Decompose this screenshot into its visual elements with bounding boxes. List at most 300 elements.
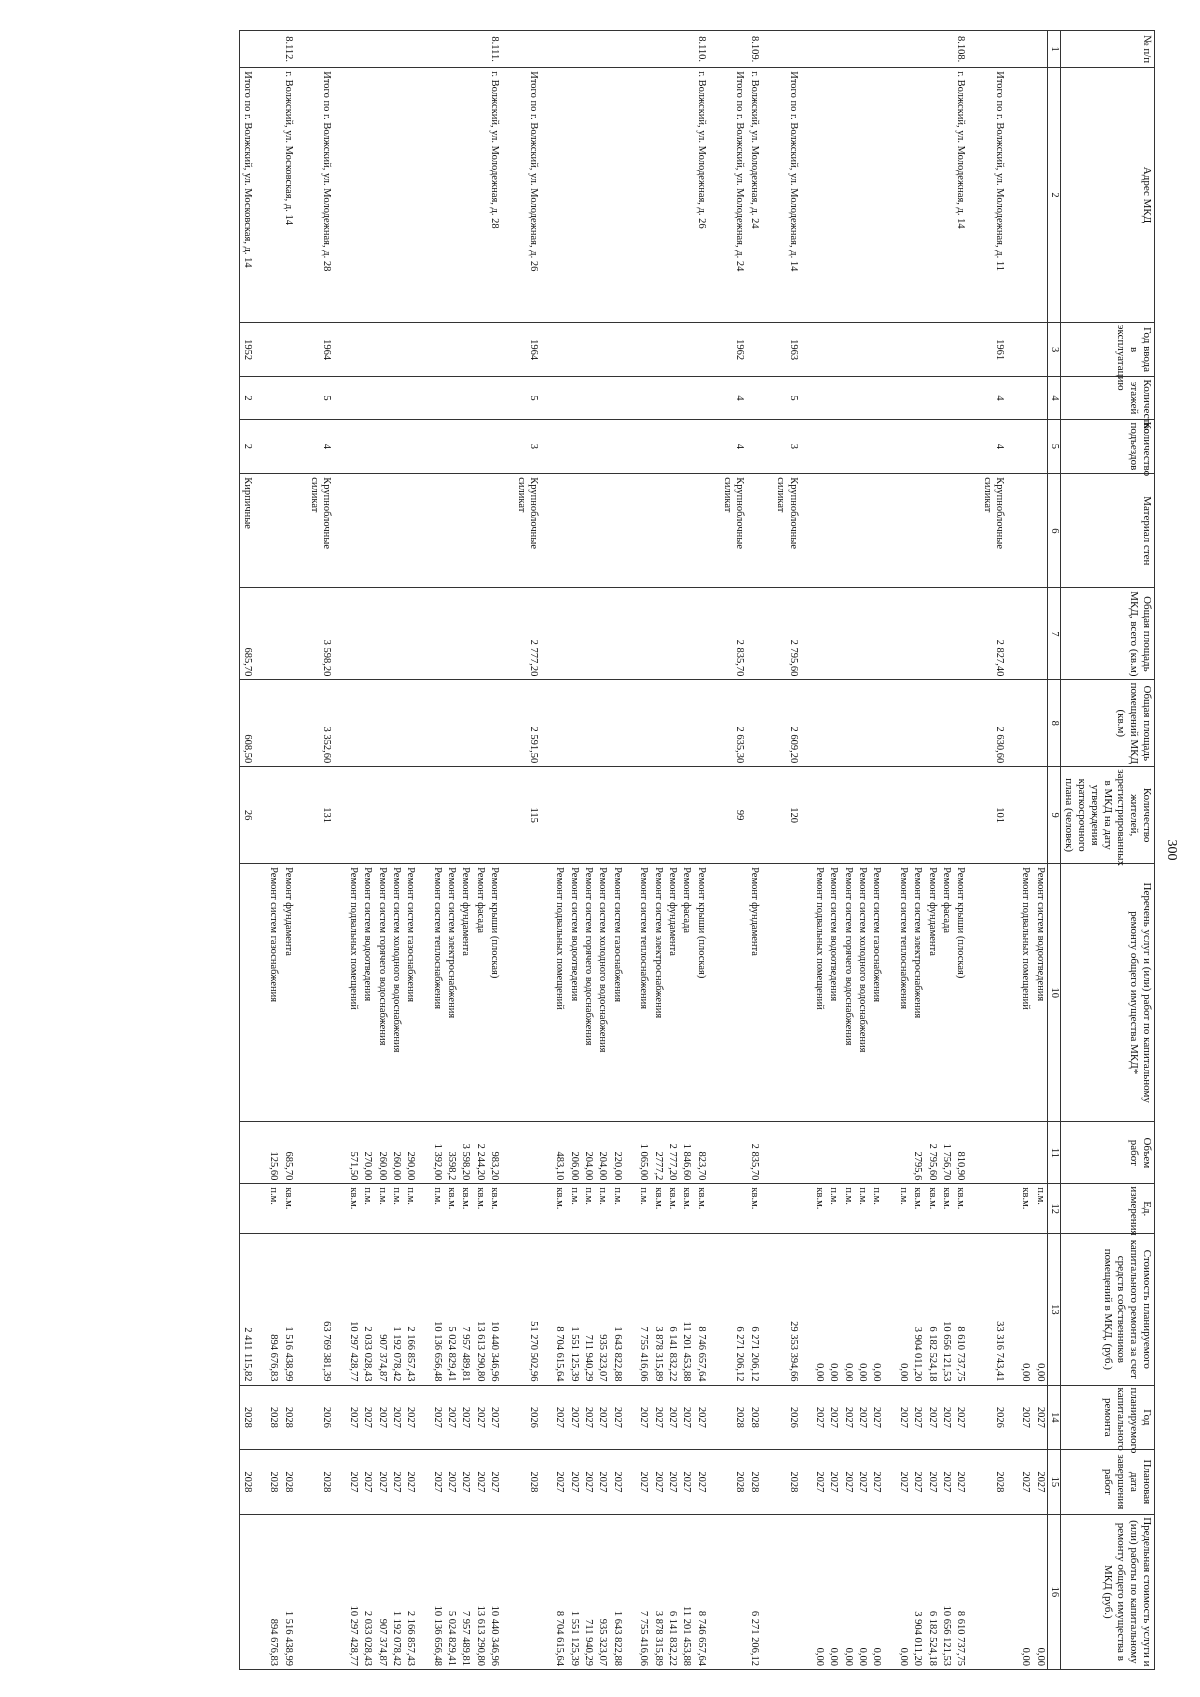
repair-year-cell: 2027 (679, 1385, 693, 1450)
spacer-cell (761, 31, 773, 68)
premises-area-cell (924, 680, 938, 767)
premises-area-cell (458, 680, 472, 767)
header-cell: Материал стен (1061, 474, 1155, 588)
repair-year-cell: 2028 (266, 1385, 280, 1450)
spacer-cell (501, 1385, 513, 1450)
spacer-cell (417, 1122, 429, 1184)
year-built-cell: 1963 (773, 322, 800, 377)
repair-year-cell: 2026 (307, 1385, 334, 1450)
premises-area-cell (826, 680, 840, 767)
entrances-cell: 4 (720, 419, 747, 474)
header-cell: Стоимость планируемого капитального ремонта за счет средств собственников помещений в МКД, (руб.) (1061, 1234, 1155, 1385)
spacer-cell (333, 474, 345, 588)
address-cell: г. Волжский, ул. Молодежная, д. 14 (953, 68, 967, 323)
year-built-cell (869, 322, 883, 377)
premises-area-cell (487, 680, 501, 767)
row-number-cell (826, 31, 840, 68)
premises-area-cell: 608,50 (239, 680, 254, 767)
work-type-cell (773, 864, 800, 1122)
spacer-cell (501, 1450, 513, 1515)
row-number-cell (609, 31, 623, 68)
floors-cell: 5 (307, 377, 334, 419)
total-area-cell (472, 588, 486, 680)
completion-year-cell: 2027 (939, 1450, 953, 1515)
spacer-cell (624, 322, 636, 377)
residents-cell (609, 767, 623, 864)
unit-cell: п.м. (581, 1184, 595, 1234)
completion-year-cell: 2027 (472, 1450, 486, 1515)
header-cell: Общая площадь МКД, всего (кв.м) (1061, 588, 1155, 680)
planned-cost-cell: 1 516 438,99 (280, 1234, 294, 1385)
spacer-cell (540, 1385, 552, 1450)
spacer-cell (883, 377, 895, 419)
total-area-cell (693, 588, 707, 680)
residents-cell (566, 767, 580, 864)
column-number: 6 (1047, 474, 1060, 588)
spacer-cell (800, 474, 812, 588)
column-number: 4 (1047, 377, 1060, 419)
spacer-cell (540, 1514, 552, 1669)
unit-cell: кв.м. (650, 1184, 664, 1234)
row-number-cell (266, 31, 280, 68)
residents-cell (693, 767, 707, 864)
entrances-cell (360, 419, 374, 474)
spacer-cell (295, 322, 307, 377)
spacer-cell (967, 31, 979, 68)
limit-cost-cell: 8 746 657,64 (693, 1514, 707, 1669)
premises-area-cell (280, 680, 294, 767)
completion-year-cell: 2027 (552, 1450, 566, 1515)
row-number-cell: 8.110. (693, 31, 707, 68)
planned-cost-cell: 7 957 489,81 (458, 1234, 472, 1385)
limit-cost-cell: 0,00 (869, 1514, 883, 1669)
header-cell: Год планируемого капитального ремонта (1061, 1385, 1155, 1450)
work-type-cell: Ремонт фундамента (280, 864, 294, 1122)
year-built-cell (429, 322, 443, 377)
residents-cell (472, 767, 486, 864)
residents-cell (812, 767, 826, 864)
premises-area-cell: 2 609,20 (773, 680, 800, 767)
header-row (1061, 31, 1155, 1670)
work-volume-cell: 290,00 (403, 1122, 417, 1184)
work-type-cell: Ремонт подвальных помещений (345, 864, 359, 1122)
wall-material-cell (487, 474, 501, 588)
address-cell (679, 68, 693, 323)
unit-cell (720, 1184, 747, 1234)
floors-cell (665, 377, 679, 419)
completion-year-cell: 2027 (650, 1450, 664, 1515)
wall-material-cell: Крупноблочные силикат (979, 474, 1006, 588)
completion-year-cell: 2028 (266, 1450, 280, 1515)
spacer-cell (967, 1234, 979, 1385)
total-row (513, 31, 540, 1670)
row-number-cell (636, 31, 650, 68)
work-type-cell: Ремонт систем газоснабжения (609, 864, 623, 1122)
planned-cost-cell: 6 271 206,12 (720, 1234, 747, 1385)
year-built-cell (552, 322, 566, 377)
residents-cell (953, 767, 967, 864)
spacer-cell (761, 767, 773, 864)
entrances-cell (374, 419, 388, 474)
total-area-cell (280, 588, 294, 680)
residents-cell (939, 767, 953, 864)
floors-cell: 4 (720, 377, 747, 419)
spacer-cell (254, 680, 266, 767)
year-built-cell (374, 322, 388, 377)
spacer-cell (540, 377, 552, 419)
work-type-cell: Ремонт систем холодного водоснабжения (855, 864, 869, 1122)
residents-cell (403, 767, 417, 864)
floors-cell (826, 377, 840, 419)
spacer-cell (1006, 1184, 1018, 1234)
work-type-cell: Ремонт подвальных помещений (812, 864, 826, 1122)
work-volume-cell (1018, 1122, 1032, 1184)
total-area-cell (444, 588, 458, 680)
wall-material-cell (693, 474, 707, 588)
spacer-cell (624, 31, 636, 68)
year-built-cell (746, 322, 760, 377)
total-area-cell (953, 588, 967, 680)
year-built-cell (895, 322, 909, 377)
spacer-cell (708, 1234, 720, 1385)
wall-material-cell (636, 474, 650, 588)
spacer-cell (501, 680, 513, 767)
spacer-cell (967, 1385, 979, 1450)
work-type-cell: Ремонт фасада (679, 864, 693, 1122)
spacer-cell (417, 419, 429, 474)
entrances-cell (746, 419, 760, 474)
floors-cell (403, 377, 417, 419)
table-row (429, 31, 443, 1670)
residents-cell (374, 767, 388, 864)
work-volume-cell: 2 835,70 (746, 1122, 760, 1184)
table-row (458, 31, 472, 1670)
row-number-cell (720, 31, 747, 68)
residents-cell (895, 767, 909, 864)
total-area-cell (939, 588, 953, 680)
unit-cell: кв.м. (487, 1184, 501, 1234)
header-cell: Ед. измерения (1061, 1184, 1155, 1234)
floors-cell (266, 377, 280, 419)
address-cell (1018, 68, 1032, 323)
spacer-cell (761, 68, 773, 323)
table-row (812, 31, 826, 1670)
spacer-cell (708, 680, 720, 767)
entrances-cell (812, 419, 826, 474)
completion-year-cell: 2027 (910, 1450, 924, 1515)
spacer-cell (883, 1385, 895, 1450)
floors-cell (693, 377, 707, 419)
table-row (487, 31, 501, 1670)
work-volume-cell: 2 795,60 (924, 1122, 938, 1184)
spacer-cell (540, 474, 552, 588)
address-cell (266, 68, 280, 323)
table-row (472, 31, 486, 1670)
premises-area-cell (472, 680, 486, 767)
unit-cell: п.м. (609, 1184, 623, 1234)
spacer-cell (800, 1122, 812, 1184)
spacer-cell (254, 68, 266, 323)
row-number-cell (812, 31, 826, 68)
spacer-cell (1006, 1450, 1018, 1515)
spacer-cell (624, 1184, 636, 1234)
repair-year-cell: 2027 (636, 1385, 650, 1450)
total-area-cell (910, 588, 924, 680)
spacer-cell (501, 1234, 513, 1385)
wall-material-cell: Крупноблочные силикат (720, 474, 747, 588)
planned-cost-cell: 2 033 028,43 (360, 1234, 374, 1385)
spacer-cell (1006, 474, 1018, 588)
total-area-cell (665, 588, 679, 680)
repair-year-cell: 2027 (910, 1385, 924, 1450)
residents-cell (280, 767, 294, 864)
spacer-cell (708, 68, 720, 323)
work-type-cell: Ремонт систем теплоснабжения (429, 864, 443, 1122)
planned-cost-cell: 29 353 394,66 (773, 1234, 800, 1385)
spacer-cell (333, 419, 345, 474)
entrances-cell (566, 419, 580, 474)
row-number-cell (910, 31, 924, 68)
year-built-cell (458, 322, 472, 377)
total-row (307, 31, 334, 1670)
work-type-cell: Ремонт систем водоотведения (826, 864, 840, 1122)
spacer-cell (295, 1514, 307, 1669)
limit-cost-cell: 3 878 315,89 (650, 1514, 664, 1669)
planned-cost-cell: 0,00 (855, 1234, 869, 1385)
address-cell (939, 68, 953, 323)
completion-year-cell: 2028 (513, 1450, 540, 1515)
column-number: 14 (1047, 1385, 1060, 1450)
spacer-cell (761, 864, 773, 1122)
repair-year-cell: 2027 (458, 1385, 472, 1450)
premises-area-cell (650, 680, 664, 767)
completion-year-cell: 2027 (1018, 1450, 1032, 1515)
total-area-cell (566, 588, 580, 680)
repair-year-cell: 2027 (552, 1385, 566, 1450)
total-area-cell (1018, 588, 1032, 680)
wall-material-cell (552, 474, 566, 588)
unit-cell: п.м. (566, 1184, 580, 1234)
spacer-cell (295, 1450, 307, 1515)
entrances-cell (403, 419, 417, 474)
wall-material-cell (812, 474, 826, 588)
table-row (910, 31, 924, 1670)
spacer-cell (254, 474, 266, 588)
entrances-cell: 4 (979, 419, 1006, 474)
spacer-cell (333, 1122, 345, 1184)
address-cell (444, 68, 458, 323)
spacer-cell (883, 1514, 895, 1669)
wall-material-cell (444, 474, 458, 588)
unit-cell: п.м. (840, 1184, 854, 1234)
total-area-cell (679, 588, 693, 680)
spacer-cell (254, 1234, 266, 1385)
work-type-cell: Ремонт систем электроснабжения (444, 864, 458, 1122)
unit-cell: кв.м. (280, 1184, 294, 1234)
floors-cell (650, 377, 664, 419)
unit-cell: п.м. (1032, 1184, 1047, 1234)
unit-cell: п.м. (374, 1184, 388, 1234)
entrances-cell (458, 419, 472, 474)
row-number-cell: 8.109. (746, 31, 760, 68)
work-type-cell: Ремонт фасада (472, 864, 486, 1122)
spacer-cell (501, 68, 513, 323)
spacer-cell (624, 377, 636, 419)
spacer-cell (708, 419, 720, 474)
spacer-cell (761, 1450, 773, 1515)
address-cell (636, 68, 650, 323)
unit-cell: кв.м. (953, 1184, 967, 1234)
column-number: 7 (1047, 588, 1060, 680)
premises-area-cell (812, 680, 826, 767)
repair-year-cell: 2027 (855, 1385, 869, 1450)
spacer-cell (967, 322, 979, 377)
unit-cell: кв.м. (939, 1184, 953, 1234)
residents-cell (595, 767, 609, 864)
planned-cost-cell: 13 613 290,80 (472, 1234, 486, 1385)
spacer-cell (967, 68, 979, 323)
floors-cell (869, 377, 883, 419)
floors-cell (939, 377, 953, 419)
header-cell: Количество этажей (1061, 377, 1155, 419)
spacer-row (333, 31, 345, 1670)
wall-material-cell (280, 474, 294, 588)
residents-cell (910, 767, 924, 864)
spacer-cell (800, 377, 812, 419)
year-built-cell (609, 322, 623, 377)
year-built-cell (280, 322, 294, 377)
address-cell (429, 68, 443, 323)
work-type-cell: Ремонт систем водоотведения (360, 864, 374, 1122)
page-number: 300 (1164, 839, 1179, 861)
repair-year-cell: 2027 (360, 1385, 374, 1450)
spacer-cell (883, 864, 895, 1122)
completion-year-cell: 2027 (595, 1450, 609, 1515)
spacer-cell (800, 767, 812, 864)
unit-cell: п.м. (855, 1184, 869, 1234)
spacer-cell (761, 1122, 773, 1184)
unit-cell (239, 1184, 254, 1234)
spacer-cell (333, 864, 345, 1122)
year-built-cell: 1961 (979, 322, 1006, 377)
floors-cell (472, 377, 486, 419)
column-number: 8 (1047, 680, 1060, 767)
work-volume-cell: 685,70 (280, 1122, 294, 1184)
completion-year-cell: 2028 (239, 1450, 254, 1515)
planned-cost-cell: 8 746 657,64 (693, 1234, 707, 1385)
residents-cell (345, 767, 359, 864)
spacer-cell (295, 1184, 307, 1234)
floors-cell (609, 377, 623, 419)
entrances-cell (953, 419, 967, 474)
planned-cost-cell: 11 201 453,88 (679, 1234, 693, 1385)
column-number: 13 (1047, 1234, 1060, 1385)
table-row (855, 31, 869, 1670)
total-area-cell (609, 588, 623, 680)
limit-cost-cell: 0,00 (826, 1514, 840, 1669)
total-row (720, 31, 747, 1670)
completion-year-cell: 2028 (773, 1450, 800, 1515)
work-volume-cell: 1 065,00 (636, 1122, 650, 1184)
repair-year-cell: 2027 (581, 1385, 595, 1450)
unit-cell (773, 1184, 800, 1234)
repair-year-cell: 2027 (840, 1385, 854, 1450)
work-type-cell: Ремонт подвальных помещений (1018, 864, 1032, 1122)
spacer-cell (800, 680, 812, 767)
entrances-cell: 2 (239, 419, 254, 474)
address-cell (595, 68, 609, 323)
limit-cost-cell: 6 141 832,22 (665, 1514, 679, 1669)
total-area-cell: 3 598,20 (307, 588, 334, 680)
unit-cell: кв.м. (679, 1184, 693, 1234)
entrances-cell (552, 419, 566, 474)
floors-cell (389, 377, 403, 419)
address-cell (826, 68, 840, 323)
work-type-cell: Ремонт систем горячего водоснабжения (581, 864, 595, 1122)
year-built-cell (953, 322, 967, 377)
work-type-cell: Ремонт фундамента (924, 864, 938, 1122)
limit-cost-cell: 711 940,29 (581, 1514, 595, 1669)
planned-cost-cell: 907 374,87 (374, 1234, 388, 1385)
limit-cost-cell: 1 643 822,88 (609, 1514, 623, 1669)
spacer-cell (295, 864, 307, 1122)
column-number: 15 (1047, 1450, 1060, 1515)
spacer-cell (761, 419, 773, 474)
header-cell: Количество жителей, зарегистрированных в МКД на дату утверждения краткосрочного плана (человек) (1061, 767, 1155, 864)
entrances-cell (487, 419, 501, 474)
spacer-cell (417, 322, 429, 377)
work-volume-cell: 260,00 (389, 1122, 403, 1184)
unit-cell: п.м. (869, 1184, 883, 1234)
year-built-cell: 1964 (307, 322, 334, 377)
spacer-cell (295, 1385, 307, 1450)
premises-area-cell (389, 680, 403, 767)
address-cell: г. Волжский, ул. Московская, д. 14 (280, 68, 294, 323)
column-number: 1 (1047, 31, 1060, 68)
wall-material-cell (924, 474, 938, 588)
floors-cell: 5 (773, 377, 800, 419)
spacer-cell (708, 1184, 720, 1234)
spacer-cell (540, 588, 552, 680)
row-number-cell (566, 31, 580, 68)
repair-year-cell: 2027 (895, 1385, 909, 1450)
entrances-cell (939, 419, 953, 474)
planned-cost-cell: 0,00 (1032, 1234, 1047, 1385)
spacer-cell (417, 474, 429, 588)
spacer-cell (761, 377, 773, 419)
address-cell (924, 68, 938, 323)
table-row (444, 31, 458, 1670)
work-type-cell: Ремонт систем холодного водоснабжения (389, 864, 403, 1122)
limit-cost-cell: 935 323,07 (595, 1514, 609, 1669)
total-area-cell: 2 835,70 (720, 588, 747, 680)
total-area-cell: 2 795,60 (773, 588, 800, 680)
planned-cost-cell: 33 316 743,41 (979, 1234, 1006, 1385)
wall-material-cell (665, 474, 679, 588)
total-area-cell (840, 588, 854, 680)
residents-cell (1032, 767, 1047, 864)
spacer-cell (254, 1184, 266, 1234)
completion-year-cell: 2027 (953, 1450, 967, 1515)
year-built-cell (566, 322, 580, 377)
residents-cell (840, 767, 854, 864)
unit-cell: п.м. (595, 1184, 609, 1234)
planned-cost-cell: 0,00 (1018, 1234, 1032, 1385)
planned-cost-cell: 10 297 428,77 (345, 1234, 359, 1385)
residents-cell (1018, 767, 1032, 864)
spacer-cell (708, 1122, 720, 1184)
planned-cost-cell: 6 271 206,12 (746, 1234, 760, 1385)
